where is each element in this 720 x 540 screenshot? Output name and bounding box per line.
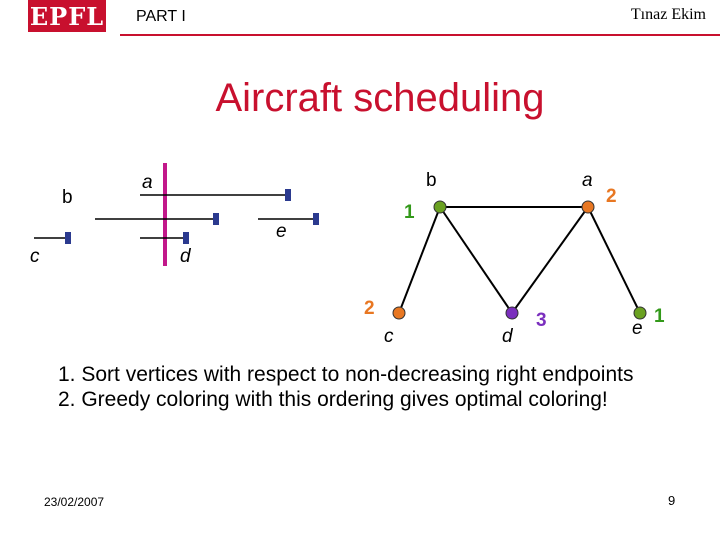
vertex-a bbox=[582, 201, 594, 213]
color-number-b: 1 bbox=[404, 202, 415, 223]
vertex-label-e: e bbox=[632, 318, 643, 339]
step-1: 1. Sort vertices with respect to non-decreasing right endpoints bbox=[58, 363, 634, 386]
interval-label-c: c bbox=[30, 246, 40, 267]
edge-b-d bbox=[440, 207, 512, 313]
logo-text: EPFL bbox=[29, 2, 105, 31]
page-number: 9 bbox=[668, 493, 676, 508]
vertex-b bbox=[434, 201, 446, 213]
interval-a-endpoint bbox=[285, 189, 291, 201]
color-number-e: 1 bbox=[654, 306, 665, 327]
vertex-d bbox=[506, 307, 518, 319]
edge-a-d bbox=[512, 207, 588, 313]
interval-c-endpoint bbox=[65, 232, 71, 244]
color-number-d: 3 bbox=[536, 310, 547, 331]
interval-label-b: b bbox=[62, 187, 73, 208]
vertex-label-b: b bbox=[426, 170, 437, 191]
vertex-label-c: c bbox=[384, 326, 394, 347]
vertex-label-d: d bbox=[502, 326, 513, 347]
slide-title: Aircraft scheduling bbox=[215, 76, 545, 120]
interval-d-endpoint bbox=[183, 232, 189, 244]
author-name: Tınaz Ekim bbox=[630, 6, 706, 23]
step-2: 2. Greedy coloring with this ordering gives optimal coloring! bbox=[58, 388, 608, 411]
interval-e-endpoint bbox=[313, 213, 319, 225]
section-label: PART I bbox=[136, 8, 186, 25]
interval-diagram bbox=[30, 163, 319, 267]
color-number-c: 2 bbox=[364, 298, 375, 319]
steps-list bbox=[58, 362, 658, 412]
color-number-a: 2 bbox=[606, 186, 617, 207]
interval-label-d: d bbox=[180, 246, 191, 267]
footer-date: 23/02/2007 bbox=[44, 495, 105, 509]
vertex-label-a: a bbox=[582, 170, 593, 191]
interval-graph bbox=[364, 170, 665, 347]
interval-label-e: e bbox=[276, 221, 287, 242]
edge-a-e bbox=[588, 207, 640, 313]
interval-label-a: a bbox=[142, 172, 153, 193]
interval-b-endpoint bbox=[213, 213, 219, 225]
vertex-c bbox=[393, 307, 405, 319]
